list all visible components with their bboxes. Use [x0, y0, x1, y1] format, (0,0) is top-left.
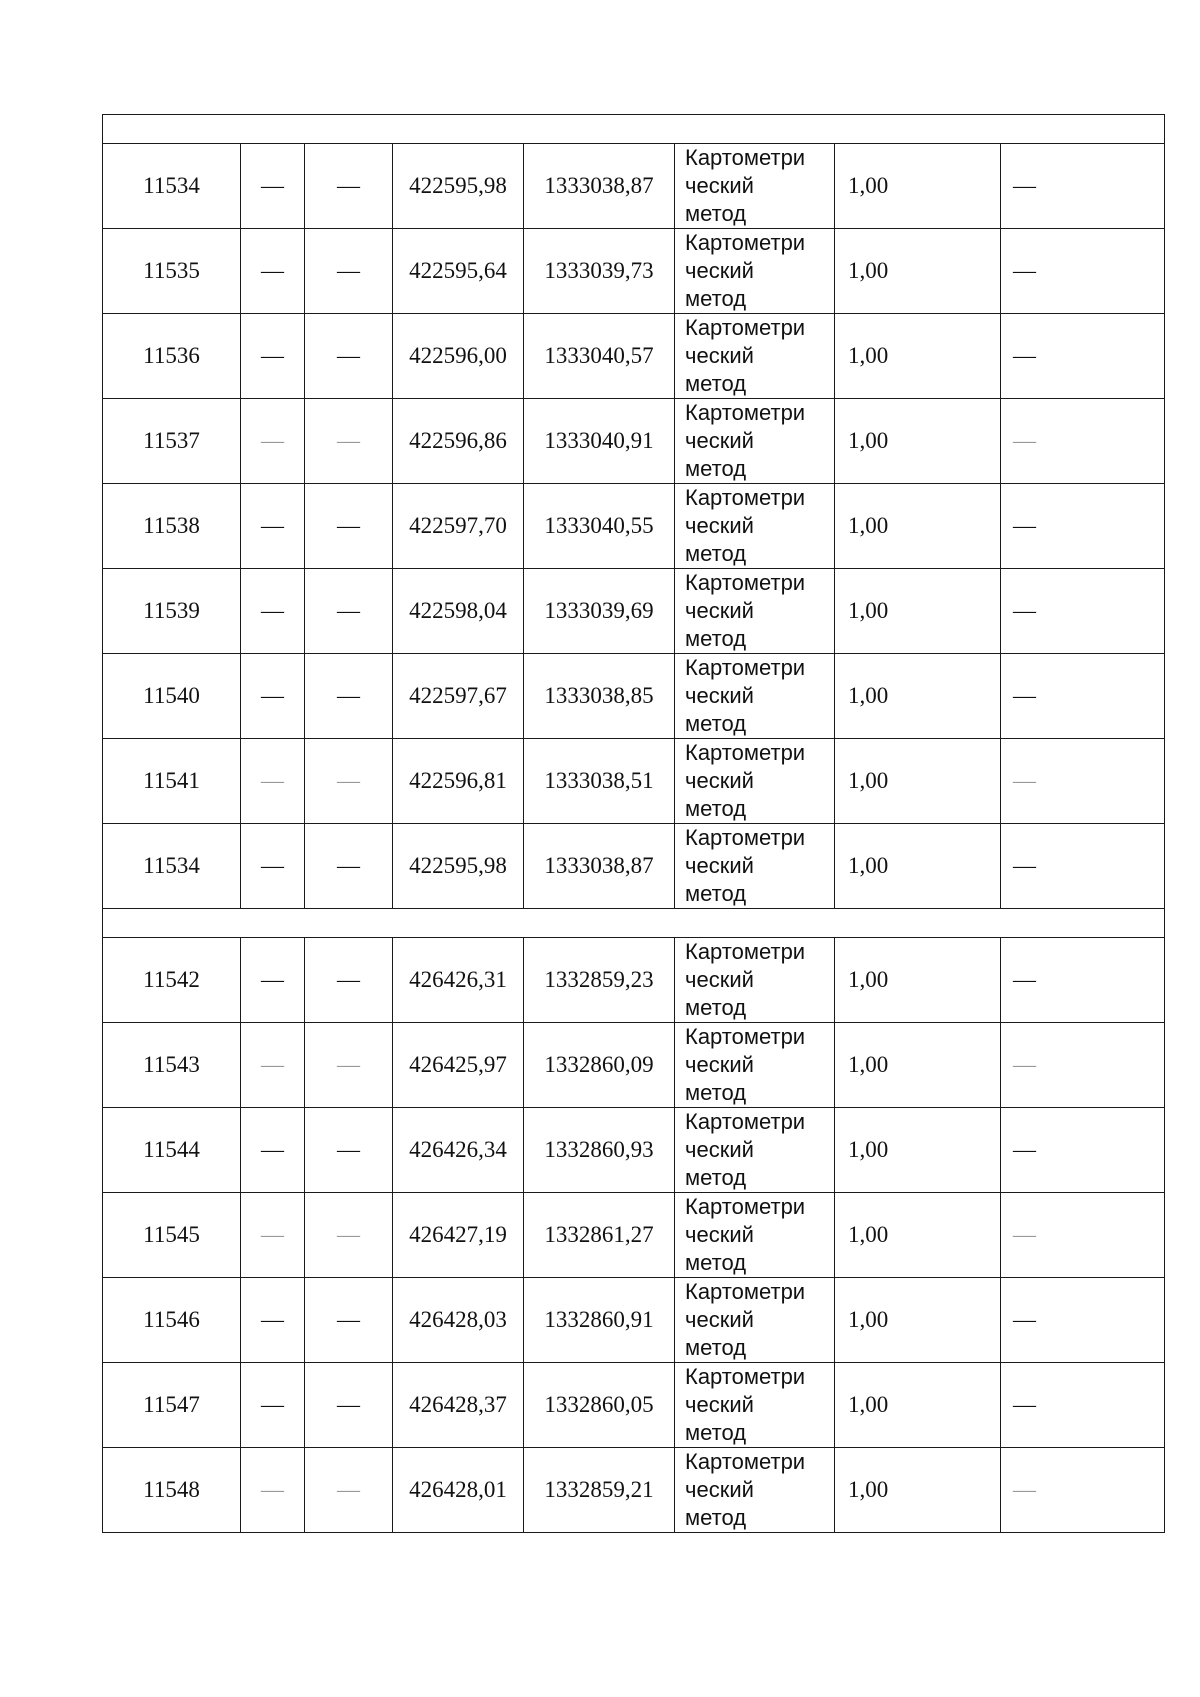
x-coordinate-cell: 426428,03	[393, 1278, 524, 1363]
dash-cell: —	[241, 1108, 305, 1193]
accuracy-cell: 1,00	[835, 229, 1001, 314]
method-line: Картометри	[685, 1364, 806, 1389]
method-line: метод	[685, 1505, 747, 1530]
y-coordinate-cell: 1332860,91	[524, 1278, 675, 1363]
x-coordinate-cell: 422596,00	[393, 314, 524, 399]
method-line: метод	[685, 201, 747, 226]
method-cell	[675, 314, 835, 399]
point-number-cell: 11548	[103, 1448, 241, 1533]
method-cell	[675, 1108, 835, 1193]
y-coordinate-cell: 1333038,87	[524, 144, 675, 229]
point-number-cell: 11540	[103, 654, 241, 739]
method-line: метод	[685, 1335, 747, 1360]
accuracy-cell: 1,00	[835, 1023, 1001, 1108]
x-coordinate-cell: 422596,86	[393, 399, 524, 484]
accuracy-cell: 1,00	[835, 1448, 1001, 1533]
x-coordinate-cell: 426425,97	[393, 1023, 524, 1108]
dash-cell: —	[305, 1108, 393, 1193]
dash-cell: —	[305, 1448, 393, 1533]
point-number-cell: 11535	[103, 229, 241, 314]
point-number-cell: 11543	[103, 1023, 241, 1108]
accuracy-cell: 1,00	[835, 569, 1001, 654]
method-line: ческий	[685, 1222, 754, 1247]
method-line: ческий	[685, 173, 754, 198]
table-row	[103, 824, 1165, 909]
method-line: ческий	[685, 1392, 754, 1417]
y-coordinate-cell: 1333039,73	[524, 229, 675, 314]
x-coordinate-cell: 422596,81	[393, 739, 524, 824]
point-number-cell: 11537	[103, 399, 241, 484]
method-cell	[675, 144, 835, 229]
table-row	[103, 938, 1165, 1023]
dash-cell: —	[241, 314, 305, 399]
accuracy-cell: 1,00	[835, 824, 1001, 909]
dash-cell: —	[1001, 1023, 1165, 1108]
dash-cell: —	[1001, 654, 1165, 739]
coordinates-table	[102, 114, 1165, 1533]
section-separator-row	[103, 115, 1165, 144]
method-line: ческий	[685, 258, 754, 283]
point-number-cell: 11536	[103, 314, 241, 399]
accuracy-cell: 1,00	[835, 1278, 1001, 1363]
method-line: метод	[685, 881, 747, 906]
table-row	[103, 1448, 1165, 1533]
dash-cell: —	[1001, 1108, 1165, 1193]
x-coordinate-cell: 426428,37	[393, 1363, 524, 1448]
y-coordinate-cell: 1333038,51	[524, 739, 675, 824]
document-page	[102, 114, 1164, 1533]
x-coordinate-cell: 422595,98	[393, 144, 524, 229]
accuracy-cell: 1,00	[835, 654, 1001, 739]
point-number-cell: 11539	[103, 569, 241, 654]
dash-cell: —	[241, 654, 305, 739]
dash-cell: —	[305, 739, 393, 824]
accuracy-cell: 1,00	[835, 739, 1001, 824]
table-row	[103, 569, 1165, 654]
dash-cell: —	[241, 1023, 305, 1108]
dash-cell: —	[241, 739, 305, 824]
method-cell	[675, 739, 835, 824]
x-coordinate-cell: 422597,67	[393, 654, 524, 739]
dash-cell: —	[305, 654, 393, 739]
method-line: Картометри	[685, 570, 806, 595]
point-number-cell: 11547	[103, 1363, 241, 1448]
accuracy-cell: 1,00	[835, 1193, 1001, 1278]
accuracy-cell: 1,00	[835, 314, 1001, 399]
dash-cell: —	[1001, 938, 1165, 1023]
method-line: метод	[685, 456, 747, 481]
method-line: ческий	[685, 428, 754, 453]
dash-cell: —	[241, 484, 305, 569]
method-line: ческий	[685, 683, 754, 708]
dash-cell: —	[241, 1448, 305, 1533]
method-line: Картометри	[685, 939, 806, 964]
dash-cell: —	[305, 824, 393, 909]
table-row	[103, 1193, 1165, 1278]
y-coordinate-cell: 1332860,05	[524, 1363, 675, 1448]
method-cell	[675, 484, 835, 569]
dash-cell: —	[241, 229, 305, 314]
y-coordinate-cell: 1332860,93	[524, 1108, 675, 1193]
method-line: Картометри	[685, 825, 806, 850]
accuracy-cell: 1,00	[835, 1108, 1001, 1193]
dash-cell: —	[1001, 824, 1165, 909]
y-coordinate-cell: 1332859,21	[524, 1448, 675, 1533]
dash-cell: —	[305, 399, 393, 484]
point-number-cell: 11544	[103, 1108, 241, 1193]
method-line: метод	[685, 626, 747, 651]
table-body	[103, 115, 1165, 1533]
table-row	[103, 1108, 1165, 1193]
y-coordinate-cell: 1333040,55	[524, 484, 675, 569]
y-coordinate-cell: 1333040,91	[524, 399, 675, 484]
table-row	[103, 1023, 1165, 1108]
method-line: ческий	[685, 1477, 754, 1502]
section-separator-row	[103, 909, 1165, 938]
point-number-cell: 11546	[103, 1278, 241, 1363]
dash-cell: —	[1001, 1193, 1165, 1278]
dash-cell: —	[241, 1193, 305, 1278]
method-line: Картометри	[685, 485, 806, 510]
dash-cell: —	[305, 1363, 393, 1448]
dash-cell: —	[241, 1278, 305, 1363]
method-line: метод	[685, 286, 747, 311]
method-line: метод	[685, 1420, 747, 1445]
table-row	[103, 399, 1165, 484]
table-row	[103, 654, 1165, 739]
method-line: метод	[685, 1250, 747, 1275]
method-cell	[675, 824, 835, 909]
method-line: Картометри	[685, 400, 806, 425]
method-line: Картометри	[685, 145, 806, 170]
point-number-cell: 11542	[103, 938, 241, 1023]
dash-cell: —	[1001, 399, 1165, 484]
table-row	[103, 229, 1165, 314]
point-number-cell: 11534	[103, 144, 241, 229]
point-number-cell: 11541	[103, 739, 241, 824]
dash-cell: —	[1001, 1448, 1165, 1533]
method-line: Картометри	[685, 1279, 806, 1304]
y-coordinate-cell: 1333040,57	[524, 314, 675, 399]
dash-cell: —	[305, 229, 393, 314]
table-row	[103, 739, 1165, 824]
table-row	[103, 484, 1165, 569]
method-line: метод	[685, 796, 747, 821]
method-cell	[675, 569, 835, 654]
method-line: ческий	[685, 598, 754, 623]
method-cell	[675, 654, 835, 739]
y-coordinate-cell: 1333039,69	[524, 569, 675, 654]
method-line: ческий	[685, 1307, 754, 1332]
x-coordinate-cell: 422595,98	[393, 824, 524, 909]
method-line: Картометри	[685, 740, 806, 765]
x-coordinate-cell: 422595,64	[393, 229, 524, 314]
dash-cell: —	[305, 144, 393, 229]
dash-cell: —	[305, 1193, 393, 1278]
method-line: Картометри	[685, 655, 806, 680]
dash-cell: —	[1001, 1278, 1165, 1363]
method-cell	[675, 229, 835, 314]
dash-cell: —	[1001, 739, 1165, 824]
method-cell	[675, 399, 835, 484]
y-coordinate-cell: 1333038,87	[524, 824, 675, 909]
dash-cell: —	[305, 938, 393, 1023]
method-cell	[675, 938, 835, 1023]
method-line: метод	[685, 541, 747, 566]
x-coordinate-cell: 422597,70	[393, 484, 524, 569]
table-row	[103, 144, 1165, 229]
point-number-cell: 11534	[103, 824, 241, 909]
dash-cell: —	[1001, 144, 1165, 229]
point-number-cell: 11538	[103, 484, 241, 569]
x-coordinate-cell: 426428,01	[393, 1448, 524, 1533]
y-coordinate-cell: 1332861,27	[524, 1193, 675, 1278]
section-header-cell	[103, 115, 1165, 144]
table-row	[103, 1278, 1165, 1363]
method-cell	[675, 1278, 835, 1363]
dash-cell: —	[1001, 314, 1165, 399]
method-line: ческий	[685, 967, 754, 992]
y-coordinate-cell: 1332859,23	[524, 938, 675, 1023]
method-cell	[675, 1193, 835, 1278]
dash-cell: —	[305, 484, 393, 569]
dash-cell: —	[1001, 569, 1165, 654]
point-number-cell: 11545	[103, 1193, 241, 1278]
y-coordinate-cell: 1332860,09	[524, 1023, 675, 1108]
method-line: Картометри	[685, 1024, 806, 1049]
dash-cell: —	[305, 1023, 393, 1108]
method-line: ческий	[685, 853, 754, 878]
dash-cell: —	[1001, 1363, 1165, 1448]
method-line: ческий	[685, 1052, 754, 1077]
x-coordinate-cell: 422598,04	[393, 569, 524, 654]
table-row	[103, 1363, 1165, 1448]
x-coordinate-cell: 426427,19	[393, 1193, 524, 1278]
dash-cell: —	[1001, 484, 1165, 569]
dash-cell: —	[305, 1278, 393, 1363]
method-line: ческий	[685, 1137, 754, 1162]
x-coordinate-cell: 426426,31	[393, 938, 524, 1023]
accuracy-cell: 1,00	[835, 399, 1001, 484]
accuracy-cell: 1,00	[835, 144, 1001, 229]
method-line: ческий	[685, 513, 754, 538]
accuracy-cell: 1,00	[835, 1363, 1001, 1448]
accuracy-cell: 1,00	[835, 484, 1001, 569]
dash-cell: —	[241, 144, 305, 229]
dash-cell: —	[241, 824, 305, 909]
method-line: метод	[685, 1080, 747, 1105]
x-coordinate-cell: 426426,34	[393, 1108, 524, 1193]
method-line: Картометри	[685, 230, 806, 255]
dash-cell: —	[241, 938, 305, 1023]
method-cell	[675, 1448, 835, 1533]
method-line: метод	[685, 1165, 747, 1190]
section-header-cell	[103, 909, 1165, 938]
table-row	[103, 314, 1165, 399]
method-line: ческий	[685, 343, 754, 368]
dash-cell: —	[241, 569, 305, 654]
accuracy-cell: 1,00	[835, 938, 1001, 1023]
dash-cell: —	[241, 1363, 305, 1448]
method-line: Картометри	[685, 1449, 806, 1474]
dash-cell: —	[305, 569, 393, 654]
method-line: Картометри	[685, 1194, 806, 1219]
dash-cell: —	[241, 399, 305, 484]
method-cell	[675, 1363, 835, 1448]
dash-cell: —	[1001, 229, 1165, 314]
method-line: метод	[685, 995, 747, 1020]
method-line: метод	[685, 711, 747, 736]
dash-cell: —	[305, 314, 393, 399]
method-line: Картометри	[685, 1109, 806, 1134]
method-line: ческий	[685, 768, 754, 793]
method-line: метод	[685, 371, 747, 396]
y-coordinate-cell: 1333038,85	[524, 654, 675, 739]
method-line: Картометри	[685, 315, 806, 340]
method-cell	[675, 1023, 835, 1108]
